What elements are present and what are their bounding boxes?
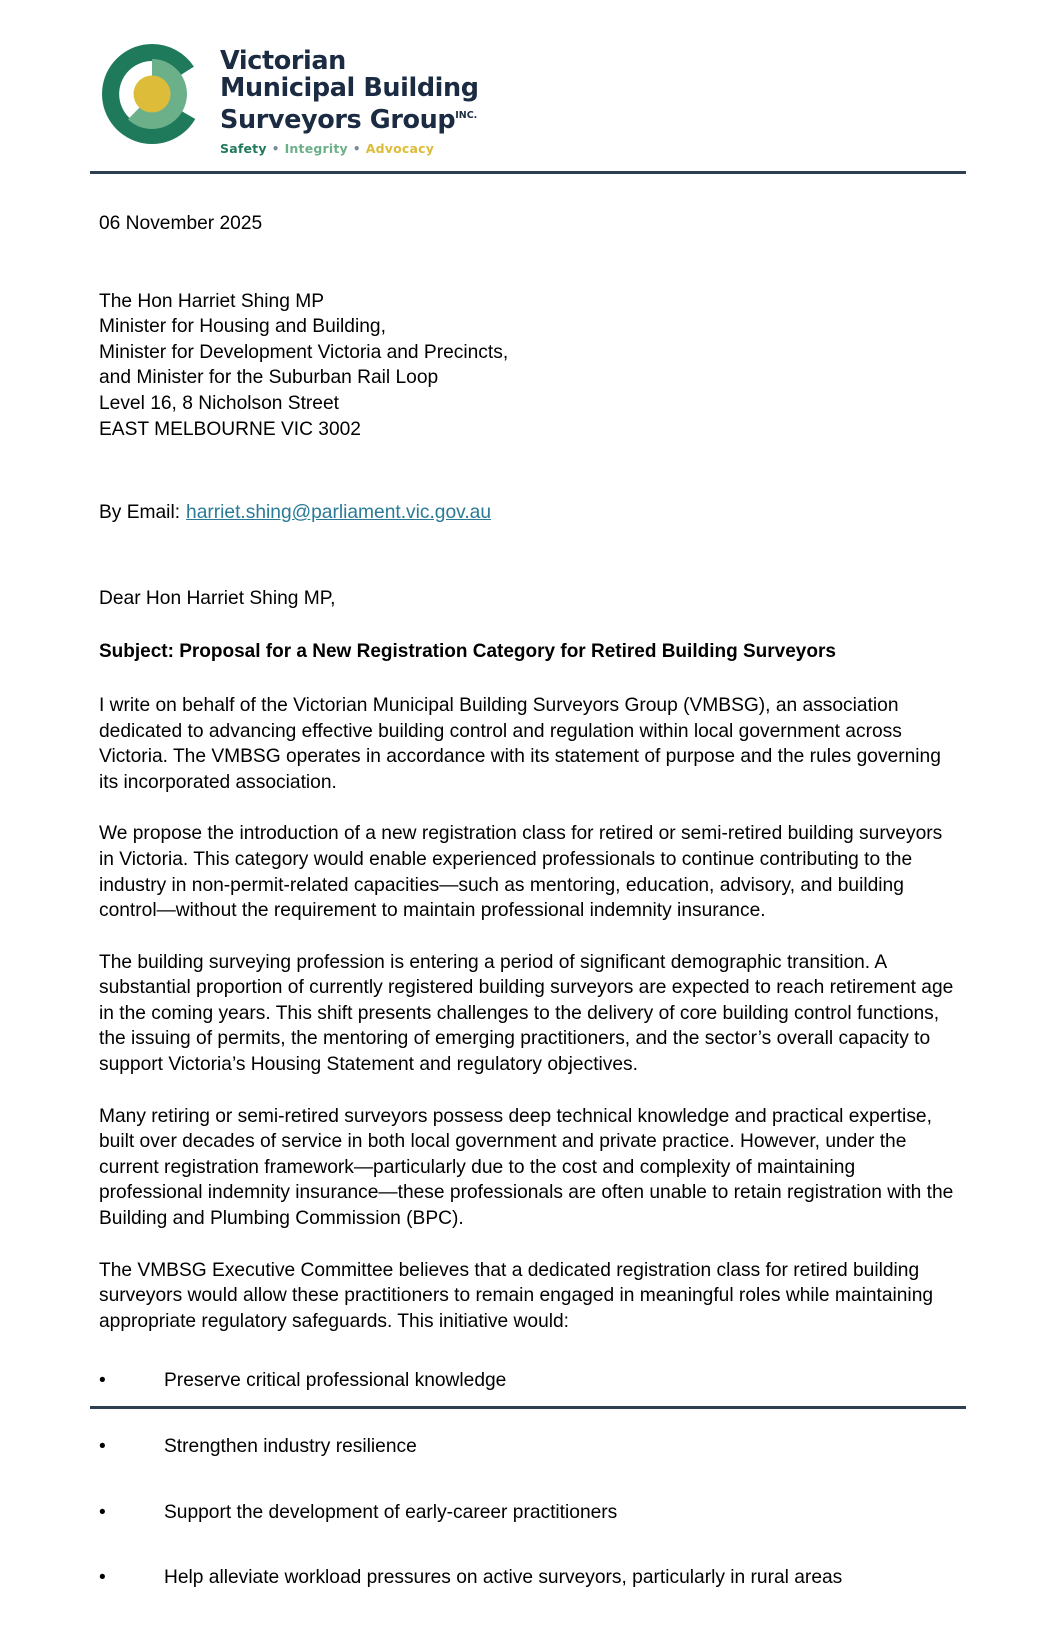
benefits-bullet-list	[99, 1368, 959, 1590]
recipient-line-4: and Minister for the Suburban Rail Loop	[99, 367, 439, 389]
paragraph-5: The VMBSG Executive Committee believes that a dedicated registration class for retired building surveyors would allow these practitioners to remain engaged in meaningful roles while maintaining appropriate regulatory safeguards. This initiative would:	[99, 1259, 934, 1332]
tagline-integrity: Integrity	[284, 141, 348, 156]
recipient-line-2: Minister for Housing and Building,	[99, 316, 386, 338]
bullet-marker-icon: •	[99, 1501, 106, 1523]
tagline-advocacy: Advocacy	[365, 141, 435, 156]
paragraph-2: We propose the introduction of a new registration class for retired or semi-retired building surveyors in Victoria. This category would enable experienced professionals to continue contributing to the industry in non-permit-related capacities—such as mentoring, education, advisory, and building control—without the requirement to maintain professional indemnity insurance.	[99, 823, 943, 922]
bullet-marker-icon: •	[99, 1567, 106, 1589]
list-item	[99, 1368, 959, 1394]
logo-line-1: Victorian	[220, 46, 346, 76]
recipient-email-link[interactable]: harriet.shing@parliament.vic.gov.au	[186, 502, 491, 524]
by-email-line	[99, 500, 959, 526]
bullet-text-3: Support the development of early-career practitioners	[164, 1501, 618, 1523]
recipient-line-1: The Hon Harriet Shing MP	[99, 290, 325, 312]
recipient-line-6: EAST MELBOURNE VIC 3002	[99, 418, 361, 440]
bullet-marker-icon: •	[99, 1370, 106, 1392]
logo-inc-suffix: INC.	[455, 110, 478, 121]
letter-date: 06 November 2025	[99, 213, 263, 234]
list-item	[99, 1565, 959, 1591]
vmbsg-logo-icon	[96, 38, 208, 150]
recipient-address-block	[99, 289, 959, 443]
salutation: Dear Hon Harriet Shing MP,	[99, 587, 336, 609]
paragraph-4: Many retiring or semi-retired surveyors possess deep technical knowledge and practical expertise, built over decades of service in both local government and private practice. However, under the current registration framework—particularly due to the cost and complexity of maintaining professional indemnity insurance—these professionals are often unable to retain registration with the Building and Plumbing Commission (BPC).	[99, 1105, 954, 1230]
list-item	[99, 1500, 959, 1526]
logo-wordmark	[220, 38, 479, 156]
bullet-marker-icon: •	[99, 1436, 106, 1457]
tagline-safety: Safety	[220, 141, 267, 156]
recipient-line-3: Minister for Development Victoria and Precincts,	[99, 341, 509, 363]
logo-line-3-text: Surveyors Group	[220, 105, 456, 135]
bullet-text-4: Help alleviate workload pressures on active surveyors, particularly in rural areas	[164, 1567, 843, 1589]
by-email-label: By Email:	[99, 502, 181, 524]
bullet-text-2: Strengthen industry resilience	[164, 1436, 417, 1457]
logo-line-2: Municipal Building	[220, 73, 479, 103]
footer-divider-rule	[90, 1406, 966, 1409]
recipient-line-5: Level 16, 8 Nicholson Street	[99, 392, 339, 414]
logo-line-3	[220, 102, 479, 134]
letter-body	[99, 211, 959, 1631]
bullet-text-1: Preserve critical professional knowledge	[164, 1370, 507, 1392]
list-item	[99, 1434, 959, 1460]
paragraph-1: I write on behalf of the Victorian Municipal Building Surveyors Group (VMBSG), an association dedicated to advancing effective building control and regulation within local government across Victoria. The VMBSG operates in accordance with its statement of purpose and the rules governing its incorporated association.	[99, 694, 941, 793]
header-divider-rule	[90, 171, 966, 174]
letterhead	[96, 38, 479, 156]
tagline-separator-1: •	[271, 142, 280, 156]
paragraph-3: The building surveying profession is entering a period of significant demographic transition. A substantial proportion of currently registered building surveyors are expected to reach retirement age in the coming years. This shift presents challenges to the delivery of core building control functions, the issuing of permits, the mentoring of emerging practitioners, and the sector’s overall capacity to support Victoria’s Housing Statement and regulatory objectives.	[99, 951, 954, 1076]
logo-tagline	[220, 141, 479, 156]
subject-line: Subject: Proposal for a New Registration Category for Retired Building Surveyors	[99, 641, 836, 663]
tagline-separator-2: •	[352, 142, 361, 156]
